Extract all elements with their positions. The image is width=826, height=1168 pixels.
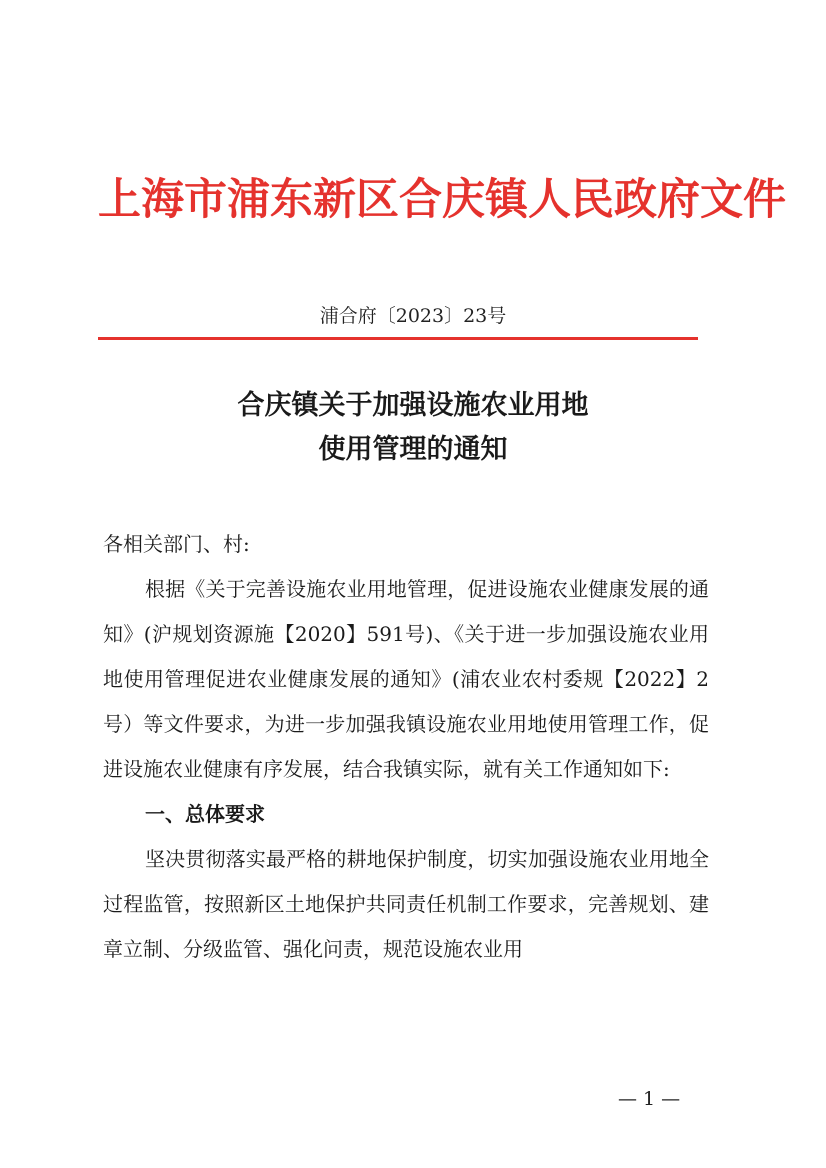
salutation: 各相关部门、村:: [103, 532, 250, 556]
paragraph-intro: 根据《关于完善设施农业用地管理，促进设施农业健康发展的通知》(沪规划资源施【2020】591号)、《关于进一步加强设施农业用地使用管理促进农业健康发展的通知》(浦农业农村委规【2022】2号）等文件要求，为进一步加强我镇设施农业用地使用管理工作，促进设施农业健康有序发展，结合我镇实际，就有关工作通知如下:: [103, 577, 709, 781]
page-number: — 1 —: [618, 1088, 681, 1110]
paragraph-general-requirements: 坚决贯彻落实最严格的耕地保护制度，切实加强设施农业用地全过程监管，按照新区土地保护共同责任机制工作要求，完善规划、建章立制、分级监管、强化问责，规范设施农业用: [103, 847, 709, 961]
notice-title-line-1: 合庆镇关于加强设施农业用地: [237, 390, 589, 421]
notice-title: [0, 384, 826, 472]
notice-title-line-2: 使用管理的通知: [318, 434, 508, 465]
document-number: 浦合府〔2023〕23号: [319, 305, 507, 327]
red-divider-line: [98, 337, 698, 340]
section-heading-general-requirements: 一、总体要求: [145, 802, 265, 826]
document-body: [103, 522, 709, 972]
masthead-title: 上海市浦东新区合庆镇人民政府文件: [98, 175, 786, 225]
